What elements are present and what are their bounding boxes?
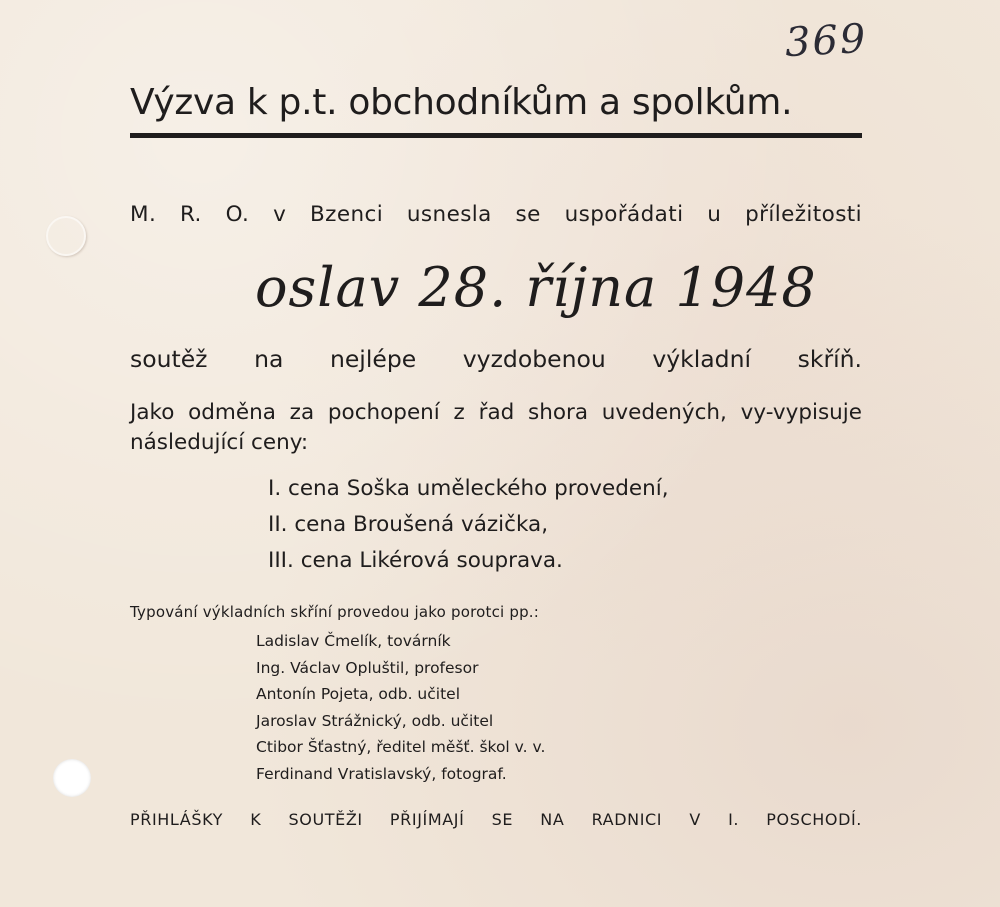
jury-list xyxy=(256,632,545,791)
prize-item: I. cena Soška uměleckého provedení, xyxy=(268,476,669,501)
intro-line: M. R. O. v Bzenci usnesla se uspořádati u příležitosti xyxy=(130,202,862,227)
jury-member: Ing. Václav Opluštil, profesor xyxy=(256,658,479,677)
punch-hole xyxy=(53,759,91,797)
jury-member: Antonín Pojeta, odb. učitel xyxy=(256,685,461,703)
prize-item: III. cena Likérová souprava. xyxy=(268,548,563,573)
title-underline xyxy=(130,133,862,138)
archive-number: 369 xyxy=(783,15,869,67)
prize-item: II. cena Broušená vázička, xyxy=(268,512,549,537)
embossed-stamp-mark xyxy=(46,216,86,256)
document-title: Výzva k p.t. obchodníkům a spolkům. xyxy=(130,82,793,123)
competition-line: soutěž na nejlépe vyzdobenou výkladní skříň. xyxy=(130,345,862,373)
jury-member: Ferdinand Vratislavský, fotograf. xyxy=(256,764,507,783)
reward-paragraph: Jako odměna za pochopení z řad shora uvedených, vy-vypisuje následující ceny: xyxy=(130,400,862,455)
prize-list xyxy=(268,476,669,584)
jury-member: Jaroslav Strážnický, odb. učitel xyxy=(256,711,494,730)
jury-member: Ctibor Šťastný, ředitel měšť. škol v. v. xyxy=(256,738,546,756)
jury-member: Ladislav Čmelík, továrník xyxy=(256,632,451,650)
occasion-heading: oslav 28. října 1948 xyxy=(255,256,817,319)
footer-notice: PŘIHLÁŠKY K SOUTĚŽI PŘIJÍMAJÍ SE NA RADNICI V I. POSCHODÍ. xyxy=(130,810,862,829)
jury-intro: Typování výkladních skříní provedou jako porotci pp.: xyxy=(130,603,540,621)
